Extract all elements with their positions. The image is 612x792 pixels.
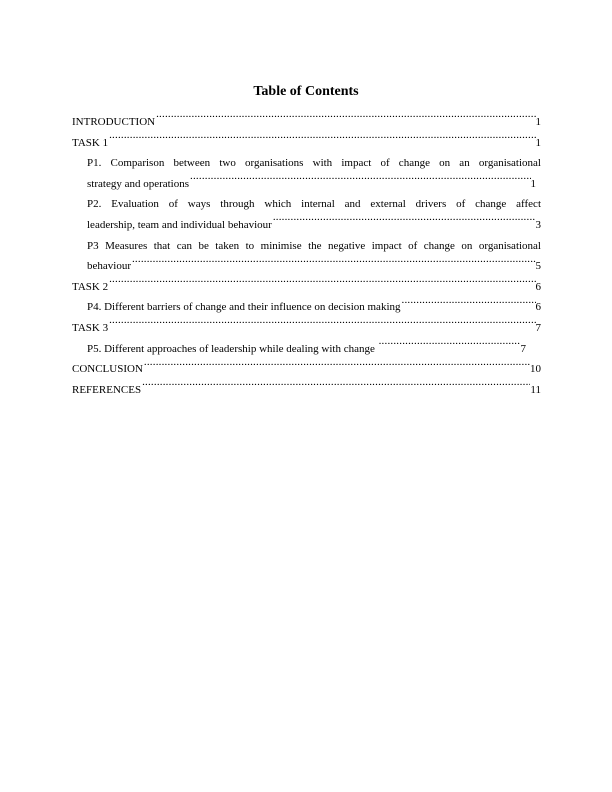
- toc-entry-references[interactable]: [72, 380, 541, 401]
- toc-title: Table of Contents: [253, 84, 359, 99]
- toc-page-number: 10: [530, 363, 541, 376]
- dot-leader: [108, 279, 535, 290]
- toc-entry-p2[interactable]: [72, 194, 541, 235]
- toc-entry-label-line2: leadership, team and individual behaviour: [87, 218, 272, 231]
- dot-leader: [189, 176, 530, 187]
- toc-page-number: 6: [535, 280, 541, 293]
- dot-leader: [155, 114, 535, 125]
- toc-entry-label: TASK 1: [72, 136, 109, 149]
- dot-leader: [378, 341, 521, 352]
- dot-leader: [272, 217, 536, 228]
- toc-entry-task-2[interactable]: [72, 277, 541, 298]
- toc-entry-p1[interactable]: [72, 153, 541, 194]
- toc-page-number: 3: [535, 218, 541, 231]
- toc-page-number: 7: [520, 342, 526, 355]
- toc-entry-label: P5. Different approaches of leadership while dealing with change: [87, 342, 378, 355]
- toc-entry-label: P4. Different barriers of change and their influence on decision making: [87, 301, 401, 314]
- dot-leader: [401, 299, 536, 310]
- toc-page-number: 7: [535, 321, 541, 334]
- toc-entry-introduction[interactable]: [72, 112, 541, 133]
- toc-entry-p4[interactable]: [72, 297, 541, 318]
- toc-page-number: 1: [535, 136, 541, 149]
- toc-entry-label-line1: P3 Measures that can be taken to minimise the negative impact of change on organisational: [87, 239, 541, 252]
- dot-leader: [131, 258, 536, 269]
- toc-entry-label-line1: P2. Evaluation of ways through which internal and external drivers of change affect: [87, 198, 541, 211]
- toc-entry-label: REFERENCES: [72, 383, 142, 396]
- toc-entry-label: TASK 2: [72, 280, 109, 293]
- toc-entry-task-1[interactable]: [72, 133, 541, 154]
- toc-entry-task-3[interactable]: [72, 318, 541, 339]
- toc-page-number: 11: [530, 383, 541, 396]
- toc-page-number: 1: [535, 116, 541, 128]
- toc-entry-label: INTRODUCTION: [72, 116, 156, 128]
- toc-entry-label-line1: P1. Comparison between two organisations with impact of change on an organisational: [87, 157, 541, 170]
- table-of-contents: [72, 112, 541, 400]
- toc-page-number: 5: [535, 260, 541, 273]
- toc-entry-label-line2: strategy and operations: [87, 177, 190, 190]
- toc-page-number: 1: [530, 177, 536, 190]
- toc-entry-conclusion[interactable]: [72, 359, 541, 380]
- toc-entry-p5[interactable]: [72, 339, 541, 360]
- toc-page-number: 6: [535, 301, 541, 314]
- dot-leader: [108, 320, 535, 331]
- dot-leader: [143, 361, 530, 372]
- toc-entry-p3[interactable]: [72, 236, 541, 277]
- dot-leader: [141, 382, 530, 393]
- dot-leader: [108, 135, 535, 146]
- toc-entry-label: TASK 3: [72, 321, 109, 334]
- toc-entry-label: CONCLUSION: [72, 363, 143, 376]
- toc-entry-label-line2: behaviour: [87, 260, 131, 273]
